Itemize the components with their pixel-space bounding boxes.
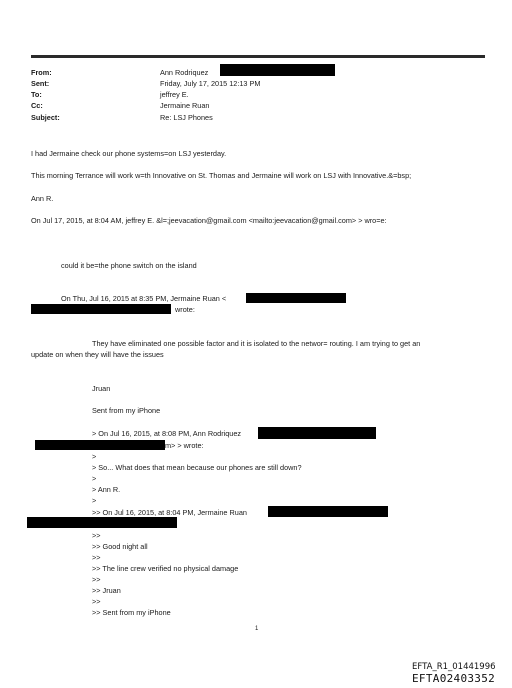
quote-header: On Thu, Jul 16, 2015 at 8:35 PM, Jermaine Ruan < [61,294,227,303]
subject-value: Re: LSJ Phones [160,113,213,122]
quoted-line: >> [92,597,101,606]
redaction-box [31,304,171,314]
quoted-line: >> Good night all [92,542,148,551]
from-label: From: [31,68,52,77]
redaction-box [268,506,388,517]
to-label: To: [31,90,42,99]
quote-header: > On Jul 16, 2015, at 8:08 PM, Ann Rodriquez [92,429,242,438]
body-line: I had Jermaine check our phone systems=on LSJ yesterday. [31,149,227,158]
quote-header: >> On Jul 16, 2015, at 8:04 PM, Jermaine Ruan [92,508,247,517]
quoted-line: could it be=the phone switch on the island [61,261,197,270]
quoted-line: They have eliminated one possible factor and it is isolated to the networ= routing. I am trying to get an [92,339,421,348]
document-reference: EFTA02403352 [412,672,496,685]
cc-label: Cc: [31,101,43,110]
quote-header: m> > wrote: [165,441,204,450]
quoted-line: > [92,452,97,461]
from-value: Ann Rodriquez [160,68,209,77]
quote-header: wrote: [175,305,195,314]
to-value: jeffrey E. [160,90,189,99]
quote-header: On Jul 17, 2015, at 8:04 AM, jeffrey E. &l=;jeevacation@gmail.com <mailto:jeevacation@gmail.com> > wro=e: [31,216,387,225]
quoted-line: >> Jruan [92,586,121,595]
signature-line: Ann R. [31,194,54,203]
quoted-line: > [92,474,97,483]
redaction-box [220,64,335,76]
quoted-line: Sent from my iPhone [92,406,161,415]
sent-label: Sent: [31,79,50,88]
redaction-box [27,517,177,528]
cc-value: Jermaine Ruan [160,101,210,110]
document-reference: EFTA_R1_01441996 [412,662,496,672]
quoted-line: update on when they will have the issues [31,350,164,359]
quoted-line: >> [92,575,101,584]
header-rule [31,55,485,58]
quoted-line: >> The line crew verified no physical damage [92,564,239,573]
quoted-line: >> Sent from my iPhone [92,608,171,617]
quoted-line: Jruan [92,384,111,393]
quoted-line: > Ann R. [92,485,121,494]
subject-label: Subject: [31,113,60,122]
page-number: 1 [255,626,259,632]
quoted-line: > [92,496,97,505]
redaction-box [246,293,346,303]
quoted-line: >> [92,531,101,540]
sent-value: Friday, July 17, 2015 12:13 PM [160,79,261,88]
quoted-line: > So... What does that mean because our phones are still down? [92,463,302,472]
redaction-box [35,440,165,450]
body-line: This morning Terrance will work w=th Innovative on St. Thomas and Jermaine will work on LSJ with Innovative.&=bsp; [31,171,412,180]
quoted-line: >> [92,553,101,562]
redaction-box [258,427,376,439]
